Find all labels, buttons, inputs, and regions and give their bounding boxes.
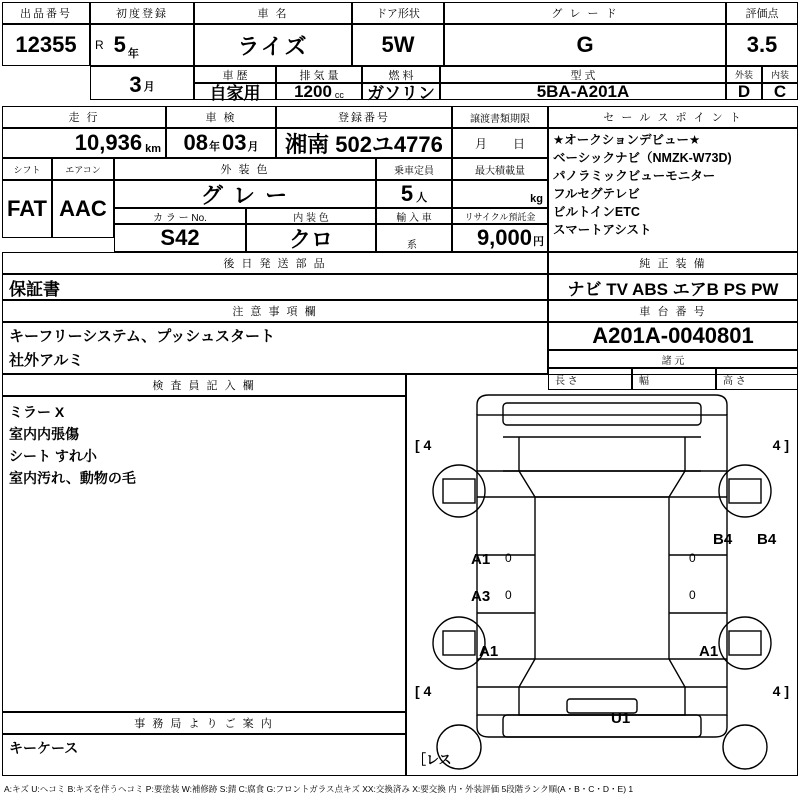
interior-grade: C	[773, 81, 787, 101]
lot-number-label: 出品番号	[20, 8, 72, 20]
import-suffix: 系	[407, 240, 417, 251]
import-value-cell	[376, 224, 452, 252]
model-code-value-cell	[440, 83, 726, 100]
interior-label-cell	[762, 66, 798, 83]
recycle-value-cell	[452, 224, 548, 252]
car-name-value: ライズ	[237, 33, 309, 59]
aircon-value: AAC	[59, 196, 107, 221]
transfer-label-cell	[452, 106, 548, 128]
dimensions-label: 諸 元	[661, 355, 685, 367]
recycle-label: リサイクル預託金	[464, 211, 536, 222]
first-reg-value-cell	[90, 24, 194, 66]
height-label: 高 さ	[723, 375, 746, 387]
displacement-value-cell	[276, 83, 362, 100]
legend-text: A:キズ U:ヘコミ B:キズを伴うヘコミ P:要塗装 W:補修跡 S:錆 C:腐食 G:フロントガラス点キズ XX:交換済み X:要交換 内・外装評価 5段階ランク順(A・B・C・D・E) 1	[4, 784, 634, 794]
inspector-body	[2, 396, 406, 712]
grade-label-cell	[444, 2, 726, 24]
inspector-line: ミラー X	[9, 404, 65, 420]
lot-number-label-cell	[2, 2, 90, 24]
chassis-value-cell	[548, 322, 798, 350]
seats-label-cell	[376, 158, 452, 180]
ext-color-value: グ レ ー	[200, 182, 290, 208]
mark-right-front-door: B4	[757, 531, 777, 548]
sales-point-line: ★オークションデビュー★	[553, 133, 701, 147]
car-damage-diagram	[406, 374, 798, 776]
ext-color-label-cell	[114, 158, 376, 180]
reg-no-label-cell	[276, 106, 452, 128]
recycle-value: 9,000	[476, 225, 532, 250]
chassis-label: 車 台 番 号	[639, 306, 707, 318]
mark-rear-left-corner: [ 4	[415, 683, 432, 699]
int-color-value-cell	[246, 224, 376, 252]
genuine-label: 純 正 装 備	[639, 258, 707, 270]
first-reg-label-cell	[90, 2, 194, 24]
length-label: 長 さ	[555, 375, 578, 387]
max-load-unit: kg	[530, 193, 543, 205]
inspector-title-cell	[2, 374, 406, 396]
score-label-cell	[726, 2, 798, 24]
ext-color-label: 外 装 色	[220, 164, 270, 176]
sales-points-body	[548, 128, 798, 252]
int-color-value: クロ	[288, 226, 333, 252]
mileage-value: 10,936	[74, 130, 143, 155]
transfer-day-unit: 日	[513, 136, 526, 151]
exterior-label-cell	[726, 66, 762, 83]
seats-label: 乗車定員	[394, 165, 434, 177]
first-reg-month: 3	[129, 72, 142, 97]
seats-unit: 人	[416, 192, 428, 204]
grade-value: G	[576, 32, 594, 57]
shaken-label: 車 検	[205, 112, 237, 124]
fuel-value: ガソリン	[367, 84, 435, 103]
mark-roof: U1	[611, 710, 631, 727]
max-load-value-cell	[452, 180, 548, 208]
shaken-label-cell	[166, 106, 276, 128]
ext-color-value-cell	[114, 180, 376, 208]
office-title: 事 務 局 よ り ご 案 内	[134, 718, 274, 730]
displacement-label: 排 気 量	[299, 69, 339, 82]
shaken-month: 03	[222, 130, 247, 155]
sales-point-line: ベーシックナビ（NMZK-W73D)	[553, 151, 732, 165]
lot-number-value: 12355	[15, 32, 77, 57]
inspector-title: 検 査 員 記 入 欄	[152, 380, 256, 392]
chassis-label-cell	[548, 300, 798, 322]
interior-label: 内装	[770, 70, 789, 80]
history-label: 車 歴	[222, 69, 248, 82]
genuine-value-cell	[548, 274, 798, 300]
mileage-value-cell	[2, 128, 166, 158]
shift-label-cell	[2, 158, 52, 180]
car-name-value-cell	[194, 24, 352, 66]
mark-left-front-panel-2: A3	[471, 588, 491, 605]
grade-value-cell	[444, 24, 726, 66]
door-value-cell	[352, 24, 444, 66]
color-no-label-cell	[114, 208, 246, 224]
first-reg-era: R	[95, 38, 104, 52]
sales-points-title-cell	[548, 106, 798, 128]
mileage-label-cell	[2, 106, 166, 128]
later-ship-value-cell	[2, 274, 548, 300]
reg-no-value-cell	[276, 128, 452, 158]
mark-scale-note: ［レス	[413, 752, 452, 767]
seats-value: 5	[400, 181, 414, 206]
shift-label: シフト	[13, 164, 41, 175]
interior-grade-cell	[762, 83, 798, 100]
mark-zero-right-1: 0	[689, 551, 696, 565]
inspector-line: 室内汚れ、動物の毛	[9, 470, 136, 486]
office-title-cell	[2, 712, 406, 734]
import-label: 輸 入 車	[396, 212, 432, 224]
aircon-label-cell	[52, 158, 114, 180]
mark-zero-left-1: 0	[505, 551, 512, 565]
max-load-label: 最大積載量	[475, 165, 525, 177]
fuel-label: 燃 料	[388, 69, 414, 82]
history-value-cell	[194, 83, 276, 103]
car-diagram-svg	[407, 375, 797, 775]
mark-right-front-panel: B4	[713, 531, 733, 548]
score-label: 評価点	[745, 8, 779, 20]
genuine-label-cell	[548, 252, 798, 274]
model-code-value: 5BA-A201A	[536, 81, 630, 101]
import-label-cell	[376, 208, 452, 224]
shaken-month-unit: 月	[247, 141, 259, 153]
fuel-value-cell	[362, 83, 440, 103]
transfer-value-cell	[452, 128, 548, 158]
mark-left-rear-panel: A1	[479, 643, 499, 660]
first-reg-month-cell	[90, 66, 194, 100]
sales-point-line: パノラミックビューモニター	[553, 169, 716, 183]
inspector-line: シート すれ小	[9, 448, 97, 464]
door-label-cell	[352, 2, 444, 24]
inspector-line: 室内内張傷	[9, 426, 79, 442]
mark-front-left-corner: [ 4	[415, 437, 432, 453]
notes-title-cell	[2, 300, 548, 322]
car-name-label: 車 名	[257, 8, 289, 20]
later-ship-value: 保証書	[9, 279, 60, 299]
transfer-label: 譲渡書類期限	[470, 113, 530, 125]
sales-points-title: セ ー ル ス ポ イ ン ト	[603, 112, 743, 124]
shift-value: FAT	[7, 196, 47, 221]
reg-no-label: 登録番号	[338, 112, 390, 124]
car-name-label-cell	[194, 2, 352, 24]
score-value: 3.5	[746, 32, 778, 57]
office-line: キーケース	[9, 740, 79, 756]
sales-point-line: ビルトインETC	[553, 205, 640, 219]
office-body	[2, 734, 406, 776]
later-ship-label: 後 日 発 送 部 品	[223, 258, 327, 270]
mark-rear-right-corner: 4 ]	[772, 683, 789, 699]
later-ship-label-cell	[2, 252, 548, 274]
genuine-value: ナビ TV ABS エアB PS PW	[567, 279, 779, 299]
mileage-unit: km	[145, 143, 161, 155]
exterior-grade: D	[737, 81, 751, 101]
sales-point-line: フルセグテレビ	[553, 187, 640, 201]
first-reg-month-unit: 月	[143, 81, 155, 93]
seats-value-cell	[376, 180, 452, 208]
door-label: ドア形状	[376, 8, 420, 20]
first-reg-label: 初度登録	[116, 8, 168, 20]
width-label: 幅	[639, 375, 649, 387]
recycle-unit: 円	[533, 236, 544, 248]
color-no-value-cell	[114, 224, 246, 252]
model-code-label-cell	[440, 66, 726, 83]
mark-zero-right-2: 0	[689, 588, 696, 602]
legend-bar	[0, 778, 800, 800]
notes-title: 注 意 事 項 欄	[232, 306, 318, 318]
first-reg-year: 5	[113, 32, 126, 57]
grade-label: グ レ ー ド	[551, 8, 619, 20]
mark-zero-left-2: 0	[505, 588, 512, 602]
aircon-label: エアコン	[65, 164, 101, 175]
notes-line: 社外アルミ	[9, 352, 84, 369]
notes-body	[2, 322, 548, 374]
model-code-label: 型 式	[570, 69, 596, 82]
displacement-value: 1200	[294, 81, 332, 101]
mark-front-right-corner: 4 ]	[772, 437, 789, 453]
first-reg-year-unit: 年	[127, 48, 139, 60]
mark-right-rear-panel: A1	[699, 643, 719, 660]
chassis-value: A201A-0040801	[592, 323, 754, 348]
history-value: 自家用	[209, 84, 261, 103]
recycle-label-cell	[452, 208, 548, 224]
color-no-label: カ ラ ー No.	[153, 212, 207, 224]
shaken-year: 08	[183, 130, 208, 155]
shaken-value-cell	[166, 128, 276, 158]
displacement-unit: cc	[334, 89, 344, 100]
displacement-label-cell	[276, 66, 362, 83]
exterior-label: 外装	[734, 70, 753, 80]
score-value-cell	[726, 24, 798, 66]
exterior-grade-cell	[726, 83, 762, 100]
shaken-year-unit: 年	[209, 141, 220, 153]
int-color-label: 内 装 色	[293, 212, 329, 224]
transfer-month-unit: 月	[474, 136, 487, 151]
sales-point-line: スマートアシスト	[553, 223, 652, 237]
aircon-value-cell	[52, 180, 114, 238]
color-no-value: S42	[160, 225, 200, 250]
mark-left-front-panel: A1	[471, 551, 491, 568]
lot-number-value-cell	[2, 24, 90, 66]
door-value: 5W	[381, 32, 415, 57]
mileage-label: 走 行	[68, 112, 100, 124]
shift-value-cell	[2, 180, 52, 238]
max-load-label-cell	[452, 158, 548, 180]
notes-line: キーフリーシステム、プッシュスタート	[9, 328, 275, 345]
reg-no-value: 湘南 502ユ4776	[285, 131, 443, 157]
dimensions-label-cell	[548, 350, 798, 368]
